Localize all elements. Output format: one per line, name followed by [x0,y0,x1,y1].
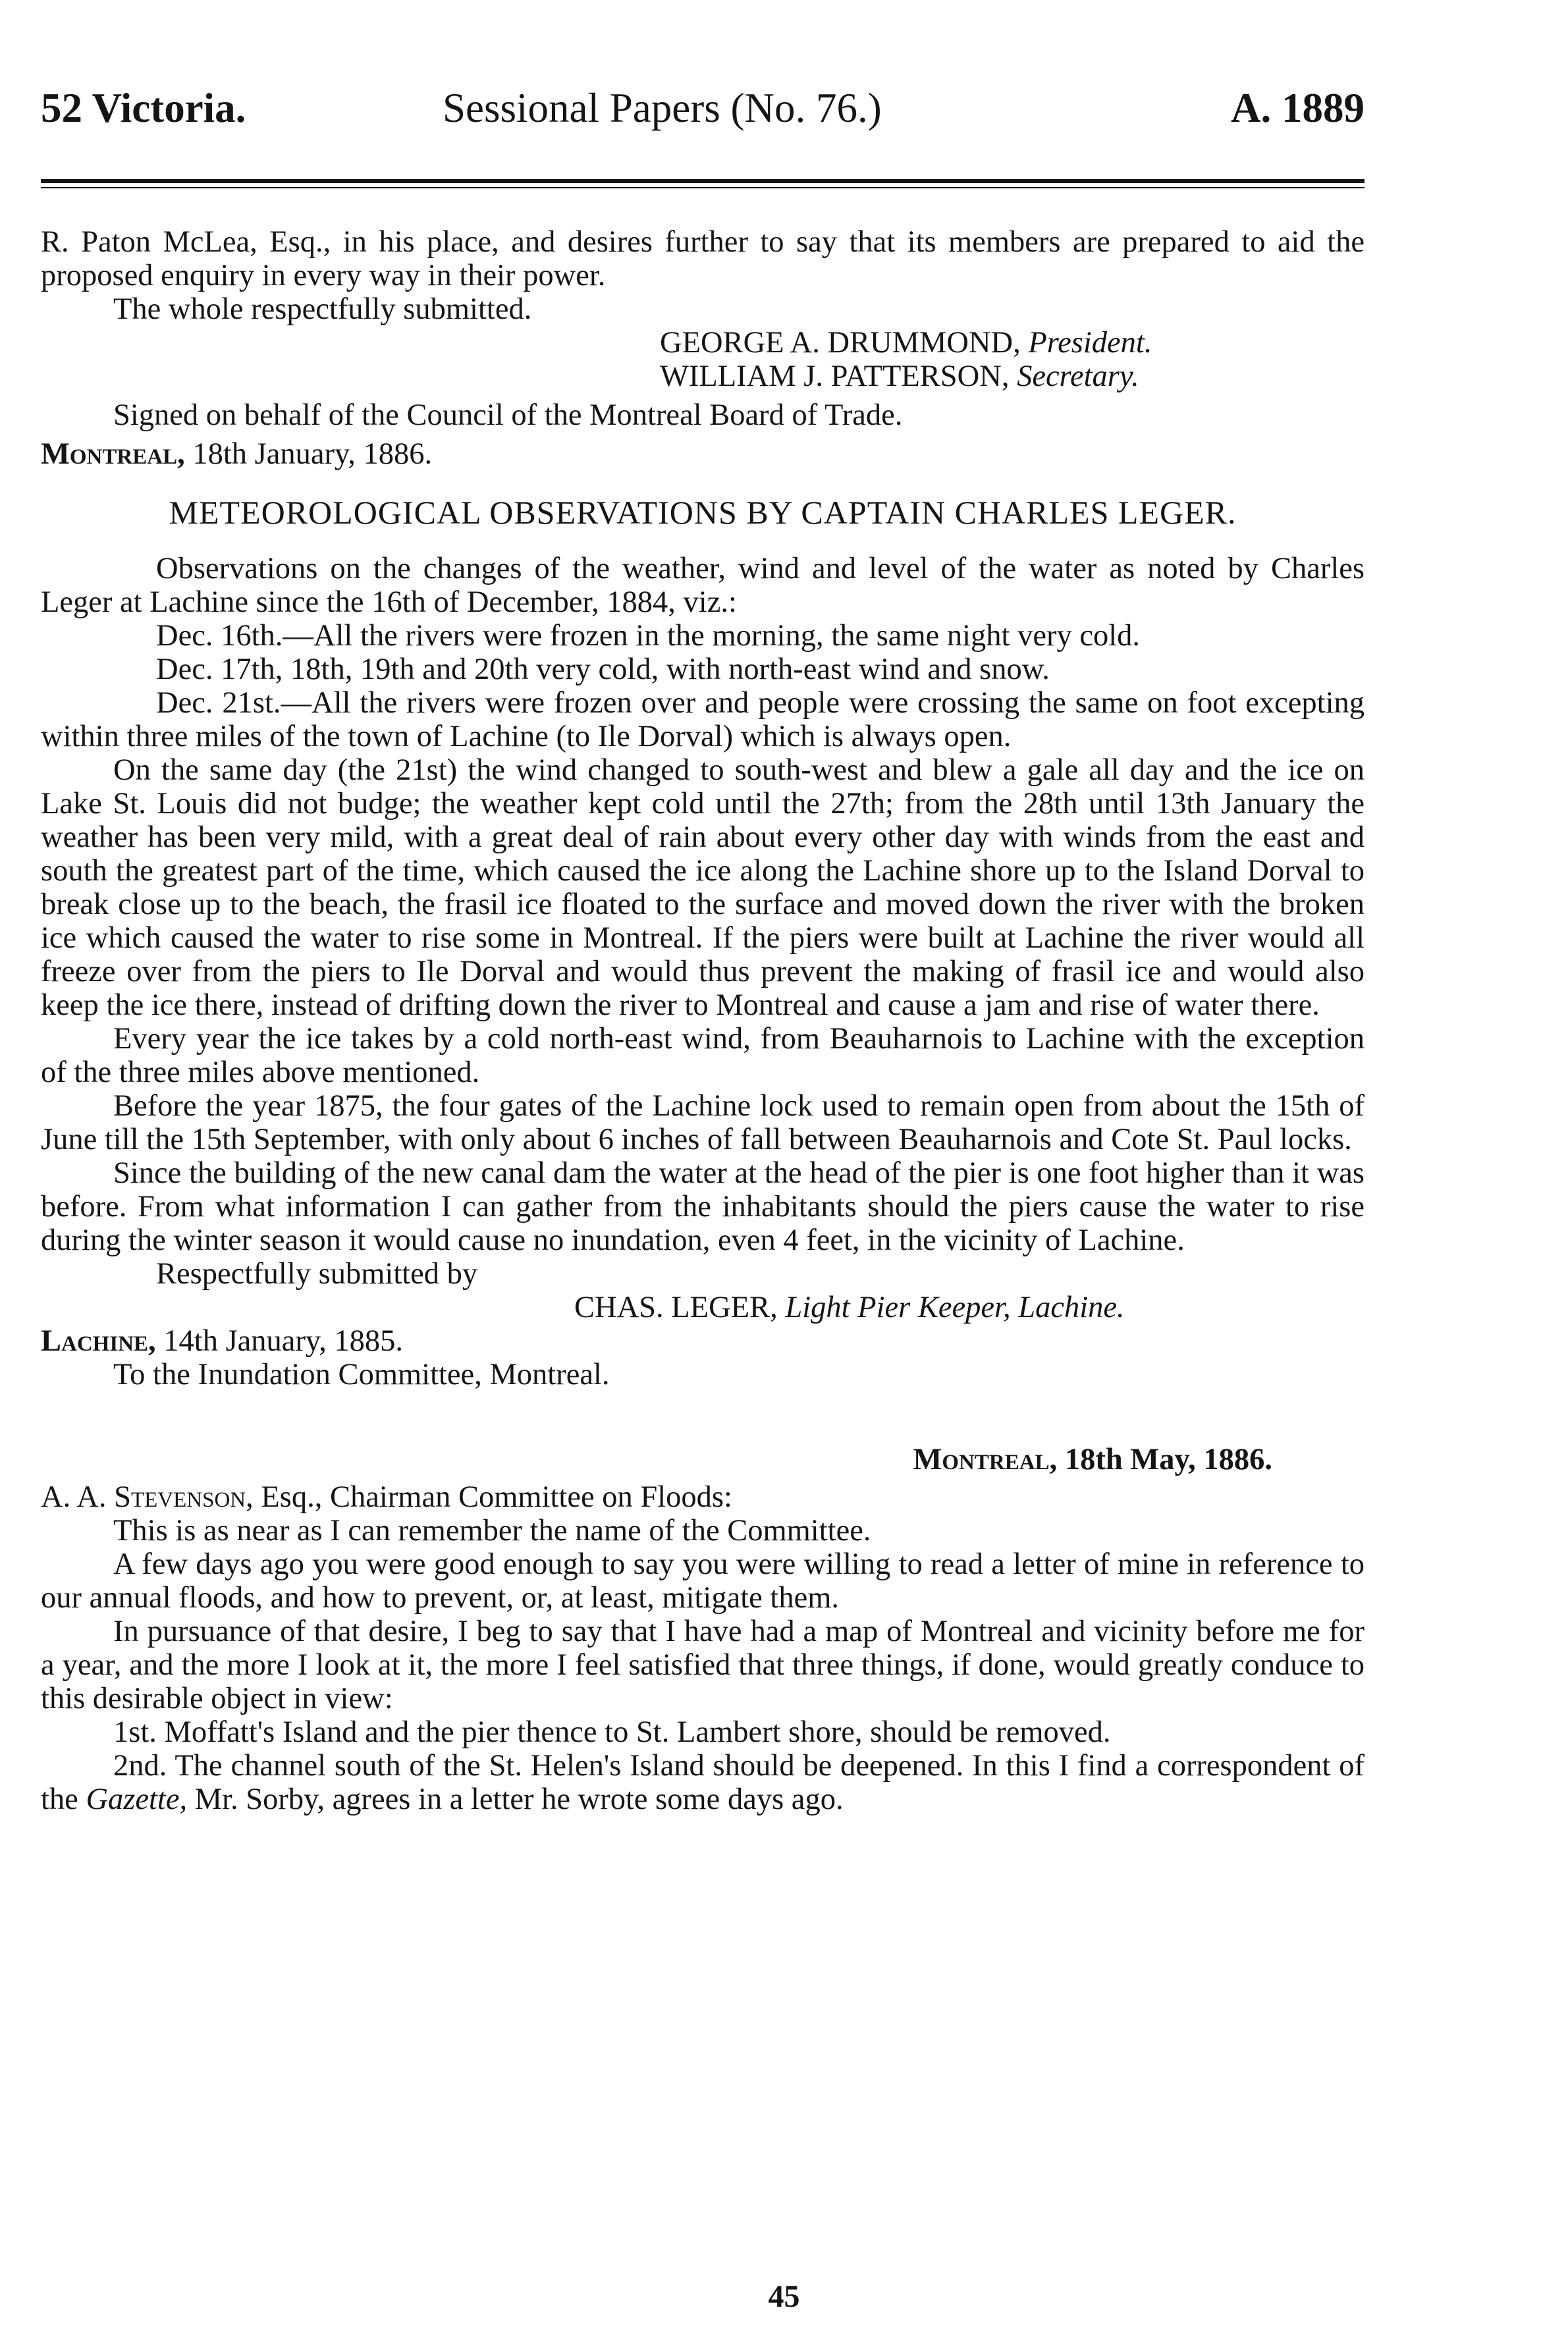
dateline-date: 18th January, 1886. [192,437,433,471]
newspaper-name: Gazette, [86,1783,188,1816]
header-volume: 52 Victoria. [41,85,246,131]
addressee-initial: A. A. [41,1480,107,1514]
observations-paragraph: Before the year 1875, the four gates of the Lachine lock used to remain open from about the 15th of June till the 15th September, with only about 6 inches of fall between Beauharnois and Cote St. Paul locks. [41,1089,1365,1156]
header-title: Sessional Papers (No. 76.) [443,85,882,131]
dateline-place: Lachine, [41,1324,156,1358]
letter1-paragraph: R. Paton McLea, Esq., in his place, and desires further to say that its members are prepared to aid the proposed enquiry in every way in their power. [41,225,1365,292]
respectfully-submitted: Respectfully submitted by [156,1257,478,1291]
signature-title: President. [1028,326,1152,360]
letter1-dateline [41,437,1365,471]
letter1-submitted: The whole respectfully submitted. [113,292,532,326]
addressee-rest: Esq., Chairman Committee on Floods: [261,1480,732,1514]
letter2-paragraph: This is as near as I can remember the name of the Committee. [113,1514,871,1547]
dateline-date: 18th May, 1886. [1064,1443,1272,1476]
observations-dateline [41,1324,1365,1358]
spacer [41,1391,1365,1443]
letter2-salutation [41,1480,1365,1514]
header-rule-thin [41,187,1365,188]
header-rule-thick [41,179,1365,183]
signature-secretary [41,360,1365,393]
document-body [41,225,1365,1816]
observations-paragraph: Every year the ice takes by a cold north-east wind, from Beauharnois to Lachine with the exception of the three miles above mentioned. [41,1022,1365,1089]
observation-dec-16: Dec. 16th.—All the rivers were frozen in the morning, the same night very cold. [156,619,1141,653]
signature-name: WILLIAM J. PATTERSON, [660,360,1010,393]
addressee-name: Stevenson, [114,1480,254,1514]
observations-paragraph: On the same day (the 21st) the wind changed to south-west and blew a gale all day and the ice on Lake St. Louis did not budge; the weather kept cold until the 27th; from the 28th until 13th January the weather has been very mild, with a great deal of rain about every other day with winds from the east and south the greatest part of the time, which caused the ice along the Lachine shore up to the Island Dorval to break close up to the beach, the frasil ice floated to the surface and moved down the river with the broken ice which caused the water to rise some in Montreal. If the piers were built at Lachine the river would all freeze over from the piers to Ile Dorval and would thus prevent the making of frasil ice and would also keep the ice there, instead of drifting down the river to Montreal and cause a jam and rise of water there. [41,753,1365,1022]
signature-president [41,326,1365,360]
observation-dec-21: Dec. 21st.—All the rivers were frozen over and people were crossing the same on foot excepting within three miles of the town of Lachine (to Ile Dorval) which is always open. [41,686,1365,753]
letter2-list-item: 1st. Moffatt's Island and the pier thence to St. Lambert shore, should be removed. [113,1715,1111,1749]
signature-leger [41,1291,1365,1324]
list-item-text: 2nd. The channel south of the St. Helen's Island should be deepened. In this I find a correspondent of the [41,1749,1365,1816]
page-number: 45 [768,2279,800,2314]
observations-paragraph: Since the building of the new canal dam the water at the head of the pier is one foot higher than it was before. From what information I can gather from the inhabitants should the piers cause the water to rise during the winter season it would cause no inundation, even 4 feet, in the vicinity of Lachine. [41,1156,1365,1257]
observations-intro: Observations on the changes of the weather, wind and level of the water as noted by Charles Leger at Lachine since the 16th of December, 1884, viz.: [41,552,1365,619]
dateline-date: 14th January, 1885. [163,1324,404,1358]
observations-recipient: To the Inundation Committee, Montreal. [113,1358,610,1391]
letter2-dateline [41,1443,1365,1476]
letter2-list-item [41,1749,1365,1816]
signature-title: Light Pier Keeper, Lachine. [785,1291,1125,1324]
letter2-paragraph: In pursuance of that desire, I beg to say that I have had a map of Montreal and vicinity before me for a year, and the more I look at it, the more I feel satisfied that three things, if done, would greatly conduce to this desirable object in view: [41,1615,1365,1715]
signature-name: CHAS. LEGER, [574,1291,778,1324]
list-item-text: Mr. Sorby, agrees in a letter he wrote some days ago. [194,1783,844,1816]
signed-on-behalf: Signed on behalf of the Council of the Montreal Board of Trade. [113,398,903,432]
letter2-paragraph: A few days ago you were good enough to say you were willing to read a letter of mine in reference to our annual floods, and how to prevent, or, at least, mitigate them. [41,1547,1365,1615]
dateline-place: Montreal, [913,1443,1058,1476]
observation-dec-17-20: Dec. 17th, 18th, 19th and 20th very cold, with north-east wind and snow. [156,653,1050,686]
section-title: METEOROLOGICAL OBSERVATIONS BY CAPTAIN CHARLES LEGER. [169,494,1237,531]
dateline-place: Montreal, [41,437,185,471]
page-header [41,84,1365,144]
signature-title: Secretary. [1017,360,1139,393]
header-year: A. 1889 [1231,85,1365,131]
signature-name: GEORGE A. DRUMMOND, [660,326,1021,360]
